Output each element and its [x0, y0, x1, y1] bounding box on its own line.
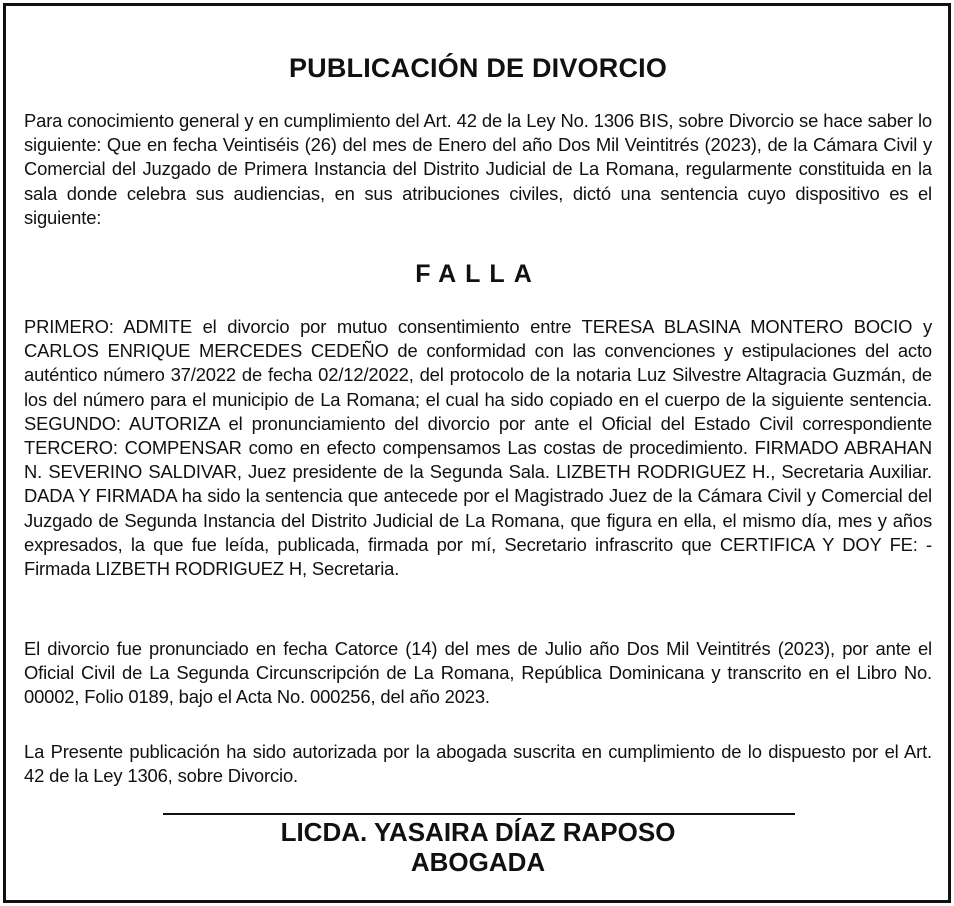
signatory-name: LICDA. YASAIRA DÍAZ RAPOSO [280, 817, 676, 847]
signatory-role: ABOGADA [410, 847, 546, 877]
falla-heading: FALLA [415, 260, 541, 288]
notice-title: PUBLICACIÓN DE DIVORCIO [288, 53, 668, 83]
pronouncement-paragraph: El divorcio fue pronunciado en fecha Catorce (14) del mes de Julio año Dos Mil Veintitrés (2023), por ante el Oficial Civil de La Segunda Circunscripción de La Romana, República Dominicana y transcrito en el Libro No. 00002, Folio 0189, bajo el Acta No. 000256, del año 2023. [24, 638, 932, 708]
authorization-paragraph: La Presente publicación ha sido autorizada por la abogada suscrita en cumplimiento de lo dispuesto por el Art. 42 de la Ley 1306, sobre Divorcio. [24, 741, 932, 787]
signature-line [163, 813, 795, 815]
notice-frame [3, 3, 951, 903]
falla-paragraph: PRIMERO: ADMITE el divorcio por mutuo consentimiento entre TERESA BLASINA MONTERO BOCIO y CARLOS ENRIQUE MERCEDES CEDEÑO de conformidad con las convenciones y estipulaciones del acto auténtico número 37/2022 de fecha 02/12/2022, del protocolo de la notaria Luz Silvestre Altagracia Guzmán, de los del número para el municipio de La Romana; el cual ha sido copiado en el cuerpo de la siguiente sentencia. SEGUNDO: AUTORIZA el pronunciamiento del divorcio por ante el Oficial del Estado Civil correspondiente TERCERO: COMPENSAR como en efecto compensamos Las costas de procedimiento. FIRMADO ABRAHAN N. SEVERINO SALDIVAR, Juez presidente de la Segunda Sala. LIZBETH RODRIGUEZ H., Secretaria Auxiliar. DADA Y FIRMADA ha sido la sentencia que antecede por el Magistrado Juez de la Cámara Civil y Comercial del Juzgado de Segunda Instancia del Distrito Judicial de La Romana, que figura en ella, el mismo día, mes y años expresados, la que fue leída, publicada, firmada por mí, Secretario infrascrito que CERTIFICA Y DOY FE: - Firmada LIZBETH RODRIGUEZ H, Secretaria. [24, 316, 932, 580]
intro-paragraph: Para conocimiento general y en cumplimiento del Art. 42 de la Ley No. 1306 BIS, sobre Divorcio se hace saber lo siguiente: Que en fecha Veintiséis (26) del mes de Enero del año Dos Mil Veintitrés (2023), de la Cámara Civil y Comercial del Juzgado de Primera Instancia del Distrito Judicial de La Romana, regularmente constituida en la sala donde celebra sus audiencias, en sus atribuciones civiles, dictó una sentencia cuyo dispositivo es el siguiente: [24, 110, 932, 228]
